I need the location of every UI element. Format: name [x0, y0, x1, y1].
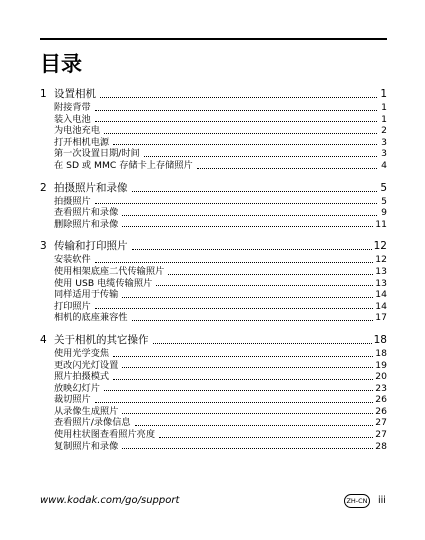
dot-leader: [168, 273, 373, 275]
dot-leader: [153, 342, 372, 344]
chapter-title: 拍摄照片和录像: [54, 181, 128, 194]
dot-leader: [95, 202, 377, 204]
toc-chapter-heading[interactable]: [40, 333, 387, 348]
chapter-page: 1: [380, 88, 387, 100]
toc-chapter: [40, 333, 387, 452]
entry-label: 放映幻灯片: [54, 382, 100, 394]
entry-page: 20: [375, 371, 387, 383]
entry-label: 使用光学变焦: [54, 347, 110, 359]
entry-label: 裁切照片: [54, 394, 91, 406]
dot-leader: [132, 319, 374, 321]
dot-leader: [100, 96, 377, 98]
dot-leader: [104, 389, 373, 391]
toc-entry[interactable]: [40, 125, 387, 137]
entry-label: 使用柱状图查看照片亮度: [54, 429, 156, 441]
chapter-number: 3: [40, 240, 47, 253]
toc-entry[interactable]: [40, 417, 387, 429]
dot-leader: [159, 436, 373, 438]
dot-leader: [95, 261, 374, 263]
dot-leader: [132, 190, 378, 192]
entry-page: 5: [381, 195, 387, 207]
toc-entry[interactable]: [40, 371, 387, 383]
entry-page: 9: [381, 207, 387, 219]
toc-entry[interactable]: [40, 148, 387, 160]
toc-entry[interactable]: [40, 312, 387, 324]
entry-label: 从录像生成照片: [54, 405, 119, 417]
chapter-title: 关于相机的其它操作: [54, 333, 149, 346]
dot-leader: [132, 248, 372, 250]
entry-page: 11: [375, 218, 387, 230]
entry-label: 附接背带: [54, 102, 91, 113]
entry-page: 14: [375, 289, 387, 301]
chapter-number: 1: [40, 88, 47, 100]
entry-page: 17: [375, 312, 387, 324]
entry-label: 相机的底座兼容性: [54, 312, 128, 324]
entry-page: 4: [381, 159, 387, 171]
entry-label: 同样适用于传输: [54, 289, 119, 301]
dot-leader: [156, 284, 373, 286]
table-of-contents: [40, 87, 387, 461]
entry-label: 复制照片和录像: [54, 440, 119, 452]
dot-leader: [95, 120, 377, 122]
dot-leader: [95, 401, 374, 403]
entry-label: 安装软件: [54, 254, 91, 266]
entry-page: 27: [375, 417, 387, 429]
chapter-page: 12: [373, 240, 387, 253]
dot-leader: [122, 296, 373, 298]
support-url-link[interactable]: www.kodak.com/go/support: [40, 495, 180, 506]
entry-page: 12: [375, 254, 387, 266]
entry-page: 13: [375, 265, 387, 277]
toc-entry[interactable]: [40, 207, 387, 219]
chapter-number: 4: [40, 333, 47, 346]
entry-page: 18: [375, 347, 387, 359]
entry-page: 1: [381, 102, 387, 113]
toc-entry[interactable]: [40, 266, 387, 278]
top-rule: [40, 38, 387, 40]
dot-leader: [122, 366, 373, 368]
entry-label: 使用 USB 电缆传输照片: [54, 277, 153, 289]
toc-entry[interactable]: [40, 301, 387, 313]
toc-entry[interactable]: [40, 441, 387, 453]
entry-label: 使用相架底座二代传输照片: [54, 265, 165, 277]
entry-page: 23: [375, 382, 387, 394]
toc-chapter: [40, 87, 387, 172]
toc-chapter-heading[interactable]: [40, 239, 387, 254]
entry-page: 14: [375, 300, 387, 312]
entry-label: 查看照片和录像: [54, 207, 119, 219]
entry-label: 装入电池: [54, 113, 91, 125]
entry-label: 查看照片/录像信息: [54, 417, 131, 429]
toc-entry[interactable]: [40, 254, 387, 266]
toc-entry[interactable]: [40, 160, 387, 172]
entry-page: 3: [381, 148, 387, 160]
chapter-title: 设置相机: [54, 88, 96, 100]
toc-entry[interactable]: [40, 394, 387, 406]
toc-chapter-heading[interactable]: [40, 87, 387, 102]
toc-entry[interactable]: [40, 429, 387, 441]
dot-leader: [144, 155, 377, 157]
entry-label: 更改闪光灯设置: [54, 359, 119, 371]
entry-page: 26: [375, 394, 387, 406]
entry-label: 打开相机电源: [54, 136, 110, 148]
toc-entry[interactable]: [40, 196, 387, 208]
toc-entry[interactable]: [40, 406, 387, 418]
entry-label: 删除照片和录像: [54, 218, 119, 230]
dot-leader: [122, 412, 373, 414]
toc-entry[interactable]: [40, 278, 387, 290]
entry-page: 28: [375, 440, 387, 452]
toc-chapter: [40, 239, 387, 324]
entry-label: 为电池充电: [54, 125, 100, 137]
dot-leader: [113, 355, 373, 357]
chapter-page: 18: [373, 333, 387, 346]
toc-entry[interactable]: [40, 137, 387, 149]
entry-page: 2: [381, 125, 387, 137]
dot-leader: [113, 143, 377, 145]
toc-entry[interactable]: [40, 383, 387, 395]
toc-entry[interactable]: [40, 289, 387, 301]
dot-leader: [113, 378, 373, 380]
toc-entry[interactable]: [40, 360, 387, 372]
entry-page: 1: [381, 113, 387, 125]
entry-label: 第一次设置日期/时间: [54, 148, 140, 160]
language-badge: ZH-CN: [344, 494, 370, 508]
dot-leader: [122, 225, 373, 227]
chapter-number: 2: [40, 181, 47, 194]
entry-page: 19: [375, 359, 387, 371]
toc-entry[interactable]: [40, 114, 387, 126]
chapter-title: 传输和打印照片: [54, 240, 128, 253]
toc-chapter: [40, 181, 387, 231]
entry-label: 拍摄照片: [54, 195, 91, 207]
entry-label: 在 SD 或 MMC 存储卡上存储照片: [54, 159, 193, 171]
entry-page: 13: [375, 277, 387, 289]
entry-page: 3: [381, 136, 387, 148]
entry-page: 27: [375, 429, 387, 441]
dot-leader: [122, 447, 373, 449]
entry-label: 照片拍摄模式: [54, 371, 110, 383]
dot-leader: [104, 132, 377, 134]
page-title: 目录: [40, 52, 82, 76]
dot-leader: [95, 109, 377, 111]
dot-leader: [95, 307, 374, 309]
page-number: iii: [378, 495, 386, 506]
dot-leader: [122, 214, 377, 216]
toc-chapter-heading[interactable]: [40, 181, 387, 196]
chapter-page: 5: [380, 181, 387, 194]
toc-entry[interactable]: [40, 102, 387, 114]
dot-leader: [197, 167, 377, 169]
entry-page: 26: [375, 405, 387, 417]
dot-leader: [135, 424, 374, 426]
entry-label: 打印照片: [54, 300, 91, 312]
toc-entry[interactable]: [40, 348, 387, 360]
toc-entry[interactable]: [40, 219, 387, 231]
